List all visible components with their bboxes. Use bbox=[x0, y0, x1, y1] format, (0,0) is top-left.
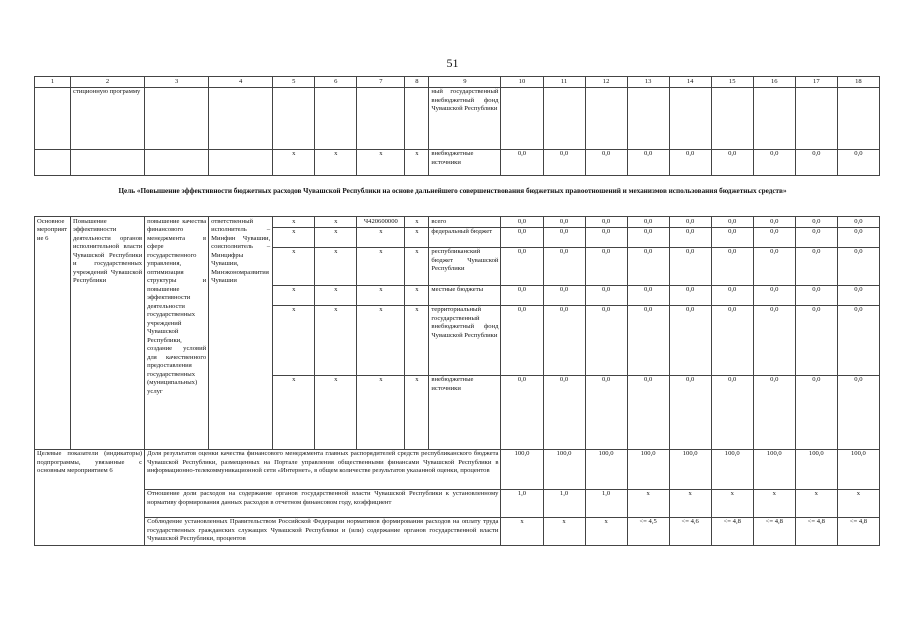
budget-table-main bbox=[34, 216, 880, 546]
indicator-row: Соблюдение установленных Правительством Российской Федерации нормативов формирования расходов на оплату труда государственных гражданских служащих Чувашской Республики и (или) содержание органов государственной власти Чувашской Республики, процентов х х х <= 4,5 <= 4,6 <= 4,8 <= 4,8 <= 4,8 <= 4,8 bbox=[35, 517, 880, 545]
activity-name: Повышение эффективности деятельности органов исполнительной власти Чувашской Республики и государственных учреждений Чувашской Республики bbox=[71, 217, 145, 450]
table-row: х х х х местные бюджеты 0,0 0,0 0,0 0,0 0,0 0,0 0,0 0,0 0,0 bbox=[35, 285, 880, 305]
cell-value: 0,0 bbox=[543, 149, 585, 175]
budget-table-top bbox=[34, 76, 880, 176]
col-header: 6 bbox=[315, 77, 357, 88]
cell-source: ный государственный внебюджетный фонд Чувашской Республики bbox=[429, 87, 501, 149]
col-header: 4 bbox=[209, 77, 273, 88]
col-header: 13 bbox=[627, 77, 669, 88]
indicators-label: Целевые показатели (индикаторы) подпрограммы, увязанные с основным мероприятием 6 bbox=[35, 449, 145, 545]
col-header: 12 bbox=[585, 77, 627, 88]
indicator-text: Соблюдение установленных Правительством Российской Федерации нормативов формирования расходов на оплату труда государственных гражданских служащих Чувашской Республики и (или) содержание органов государственной власти Чувашской Республики, процентов bbox=[145, 517, 501, 545]
cell-source: республиканский бюджет Чувашской Республики bbox=[429, 247, 501, 285]
col-header: 9 bbox=[429, 77, 501, 88]
col-header: 14 bbox=[669, 77, 711, 88]
col-header: 17 bbox=[795, 77, 837, 88]
col-header: 2 bbox=[71, 77, 145, 88]
cell-code: х bbox=[315, 149, 357, 175]
cell-value: 0,0 bbox=[627, 149, 669, 175]
col-header: 8 bbox=[405, 77, 429, 88]
cell-value: 0,0 bbox=[711, 149, 753, 175]
indicator-row: Целевые показатели (индикаторы) подпрограммы, увязанные с основным мероприятием 6 Доля результатов оценки качества финансового менеджмента главных распорядителей средств республиканского бюджета Чувашской Республики, размещенных на Портале управления общественными финансами Чувашской Республики в информационно-телекоммуникационной сети «Интернет», в общем количестве результатов указанной оценки, процентов 100,0 100,0 100,0 100,0 100,0 100,0 100,0 100,0 100,0 bbox=[35, 449, 880, 489]
col-header: 1 bbox=[35, 77, 71, 88]
activity-executor: ответственный исполнитель – Минфин Чувашии, соисполнитель – Минцифры Чувашии, Минэкономразвития Чувашии bbox=[209, 217, 273, 450]
cell-source: федеральный бюджет bbox=[429, 227, 501, 247]
cell-source: внебюджетные источники bbox=[429, 375, 501, 449]
table-row: х х х х территориальный государственный внебюджетный фонд Чувашской Республики 0,0 0,0 0,0 0,0 0,0 0,0 0,0 0,0 0,0 bbox=[35, 305, 880, 375]
activity-label: Основное мероприятие 6 bbox=[35, 217, 71, 450]
col-header: 10 bbox=[501, 77, 543, 88]
indicator-text: Отношение доли расходов на содержание органов государственной власти Чувашской Республики к установленному нормативу формирования данных расходов в отчетном финансовом году, коэффициент bbox=[145, 489, 501, 517]
cell-code: х bbox=[357, 149, 405, 175]
indicator-text: Доля результатов оценки качества финансового менеджмента главных распорядителей средств республиканского бюджета Чувашской Республики, размещенных на Портале управления общественными финансами Чувашской Республики в информационно-телекоммуникационной сети «Интернет», в общем количестве результатов указанной оценки, процентов bbox=[145, 449, 501, 489]
col-header: 11 bbox=[543, 77, 585, 88]
cell-code: х bbox=[405, 149, 429, 175]
cell-value: 0,0 bbox=[753, 149, 795, 175]
cell-value: 0,0 bbox=[585, 149, 627, 175]
cell-code: х bbox=[273, 149, 315, 175]
table-row: х х х х республиканский бюджет Чувашской Республики 0,0 0,0 0,0 0,0 0,0 0,0 0,0 0,0 0,0 bbox=[35, 247, 880, 285]
goal-heading: Цель «Повышение эффективности бюджетных расходов Чувашской Республики на основе дальнейшего совершенствования бюджетных правоотношений и механизмов использования бюджетных средств» bbox=[118, 187, 787, 195]
activity-result: повышение качества финансового менеджмента в сфере государственного управления, оптимизация структуры и повышение эффективности деятельности государственных учреждений Чувашской Республики, создание условий для качественного предоставления государственных (муниципальных) услуг bbox=[145, 217, 209, 450]
cell-value: 0,0 bbox=[669, 149, 711, 175]
table-row bbox=[35, 149, 880, 175]
budget-code: Ч420600000 bbox=[357, 217, 405, 228]
col-header: 16 bbox=[753, 77, 795, 88]
cell-source: внебюджетные источники bbox=[429, 149, 501, 175]
col-header: 3 bbox=[145, 77, 209, 88]
table-row bbox=[35, 87, 880, 149]
cell-source: всего bbox=[429, 217, 501, 228]
col-header: 18 bbox=[837, 77, 879, 88]
column-number-row bbox=[35, 77, 880, 88]
col-header: 5 bbox=[273, 77, 315, 88]
cell-source: местные бюджеты bbox=[429, 285, 501, 305]
table-row: Основное мероприятие 6 Повышение эффективности деятельности органов исполнительной власти Чувашской Республики и государственных учреждений Чувашской Республики повышение качества финансового менеджмента в сфере государственного управления, оптимизация структуры и повышение эффективности деятельности государственных учреждений Чувашской Республики, создание условий для качественного предоставления государственных (муниципальных) услуг ответственный исполнитель – Минфин Чувашии, соисполнитель – Минцифры Чувашии, Минэкономразвития Чувашии х х Ч420600000 х всего 0,0 0,0 0,0 0,0 0,0 0,0 0,0 0,0 0,0 bbox=[35, 217, 880, 228]
table-row: х х х х внебюджетные источники 0,0 0,0 0,0 0,0 0,0 0,0 0,0 0,0 0,0 bbox=[35, 375, 880, 449]
cell-text: стиционную программу bbox=[71, 87, 145, 149]
table-row: х х х х федеральный бюджет 0,0 0,0 0,0 0,0 0,0 0,0 0,0 0,0 0,0 bbox=[35, 227, 880, 247]
cell-source: территориальный государственный внебюджетный фонд Чувашской Республики bbox=[429, 305, 501, 375]
col-header: 7 bbox=[357, 77, 405, 88]
page-number: 51 bbox=[446, 56, 459, 70]
cell-value: 0,0 bbox=[795, 149, 837, 175]
cell-value: 0,0 bbox=[501, 149, 543, 175]
col-header: 15 bbox=[711, 77, 753, 88]
cell-value: 0,0 bbox=[837, 149, 879, 175]
indicator-row: Отношение доли расходов на содержание органов государственной власти Чувашской Республики к установленному нормативу формирования данных расходов в отчетном финансовом году, коэффициент 1,0 1,0 1,0 х х х х х х bbox=[35, 489, 880, 517]
